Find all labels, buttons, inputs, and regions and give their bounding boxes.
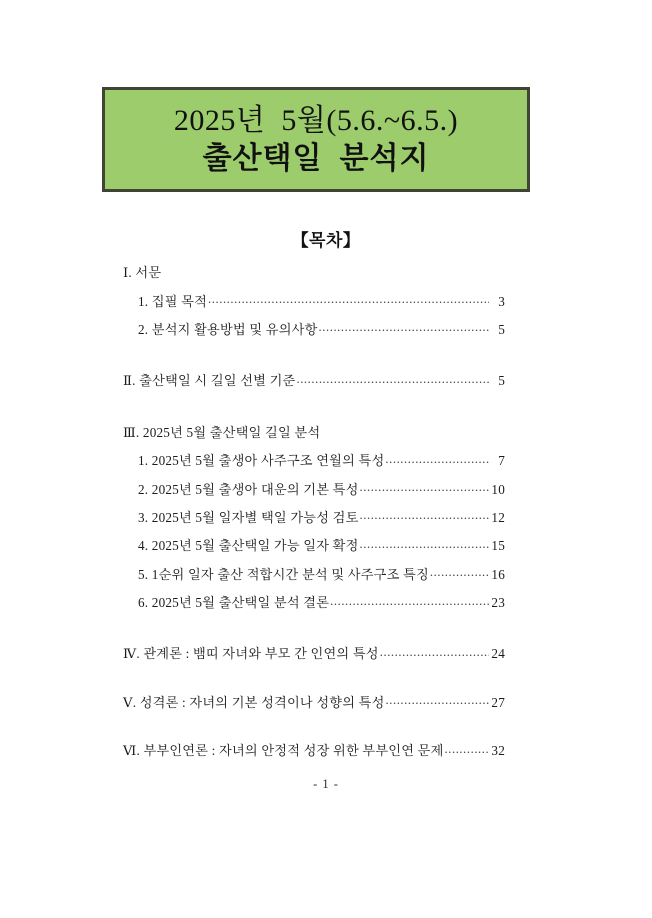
toc-page-number: 3 [498,293,505,309]
toc-leader-dots [380,645,489,658]
toc-entry-label: Ⅴ. 성격론 : 자녀의 기본 성격이나 성향의 특성 [123,694,385,710]
spacer [123,308,505,321]
toc-entry-section-3 [123,424,505,439]
toc-leader-dots [385,452,489,465]
toc-leader-dots [386,694,489,707]
toc-entry-section-5 [123,694,505,709]
toc-leader-dots [360,537,489,550]
document-title-line-1: 2025년 5월(5.6.~6.5.) [173,103,459,137]
title-banner [102,87,530,192]
toc-entry-section-3-item-6 [138,594,505,609]
toc-entry-section-3-item-2 [138,480,505,495]
toc-page-number: 32 [491,743,505,759]
toc-entry-label: 1. 2025년 5월 출생아 사주구조 연월의 특성 [138,453,385,469]
toc-entry-section-1-item-2 [138,321,505,336]
toc-entry-section-1-item-1 [138,292,505,307]
table-of-contents-heading: 【목차】 [291,231,361,250]
toc-entry-section-3-item-1 [138,452,505,467]
toc-entry-section-3-item-3 [138,509,505,524]
toc-page-number: 24 [491,646,505,662]
toc-leader-dots [321,424,489,437]
toc-leader-dots [360,480,489,493]
toc-entry-label: 6. 2025년 5월 출산택일 분석 결론 [138,595,330,611]
toc-entry-label: 2. 2025년 5월 출생아 대운의 기본 특성 [138,481,359,497]
toc-entry-label: Ⅲ. 2025년 5월 출산택일 길일 분석 [123,424,321,440]
spacer [123,336,505,372]
toc-page-number: 23 [491,595,505,611]
toc-entry-label: Ⅱ. 출산택일 시 길일 선별 기준 [123,373,296,389]
toc-page-number: 7 [498,453,505,469]
spacer [123,709,505,742]
toc-entry-section-2 [123,372,505,387]
toc-page-number: 12 [491,509,505,525]
toc-entry-section-4 [123,645,505,660]
spacer [123,279,505,292]
toc-leader-dots [208,292,489,305]
spacer [123,553,505,566]
toc-page-number: 10 [491,481,505,497]
spacer [123,581,505,594]
toc-entry-section-6 [123,742,505,757]
toc-entry-section-3-item-5 [138,566,505,581]
toc-entry-section-3-item-4 [138,537,505,552]
table-of-contents [123,264,505,757]
toc-leader-dots [296,372,489,385]
page-footer: - 1 - [313,777,339,791]
spacer [123,496,505,509]
spacer [123,661,505,694]
toc-leader-dots [319,321,489,334]
toc-page-number: 5 [498,373,505,389]
toc-page-number: 16 [491,566,505,582]
toc-leader-dots [445,742,489,755]
toc-page-number: 5 [498,321,505,337]
toc-entry-label: 3. 2025년 5월 일자별 택일 가능성 검토 [138,509,359,525]
spacer [123,467,505,480]
toc-page-number: 15 [491,538,505,554]
toc-leader-dots [360,509,489,522]
toc-entry-label: 5. 1순위 일자 출산 적합시간 분석 및 사주구조 특징 [138,566,429,582]
toc-entry-label: Ⅳ. 관계론 : 뱀띠 자녀와 부모 간 인연의 특성 [123,646,379,662]
document-title-line-2: 출산택일 분석지 [202,142,430,175]
spacer [123,439,505,452]
toc-leader-dots [162,264,489,277]
toc-entry-label: 2. 분석지 활용방법 및 유의사항 [138,321,318,337]
spacer [123,609,505,645]
toc-entry-label: Ⅵ. 부부인연론 : 자녀의 안정적 성장 위한 부부인연 문제 [123,743,444,759]
toc-leader-dots [330,594,489,607]
toc-entry-label: Ⅰ. 서문 [123,265,162,281]
spacer [123,388,505,424]
toc-entry-label: 4. 2025년 5월 출산택일 가능 일자 확정 [138,538,359,554]
spacer [123,524,505,537]
toc-entry-section-1 [123,264,505,279]
toc-page-number: 27 [491,694,505,710]
toc-leader-dots [430,566,489,579]
toc-entry-label: 1. 집필 목적 [138,293,208,309]
